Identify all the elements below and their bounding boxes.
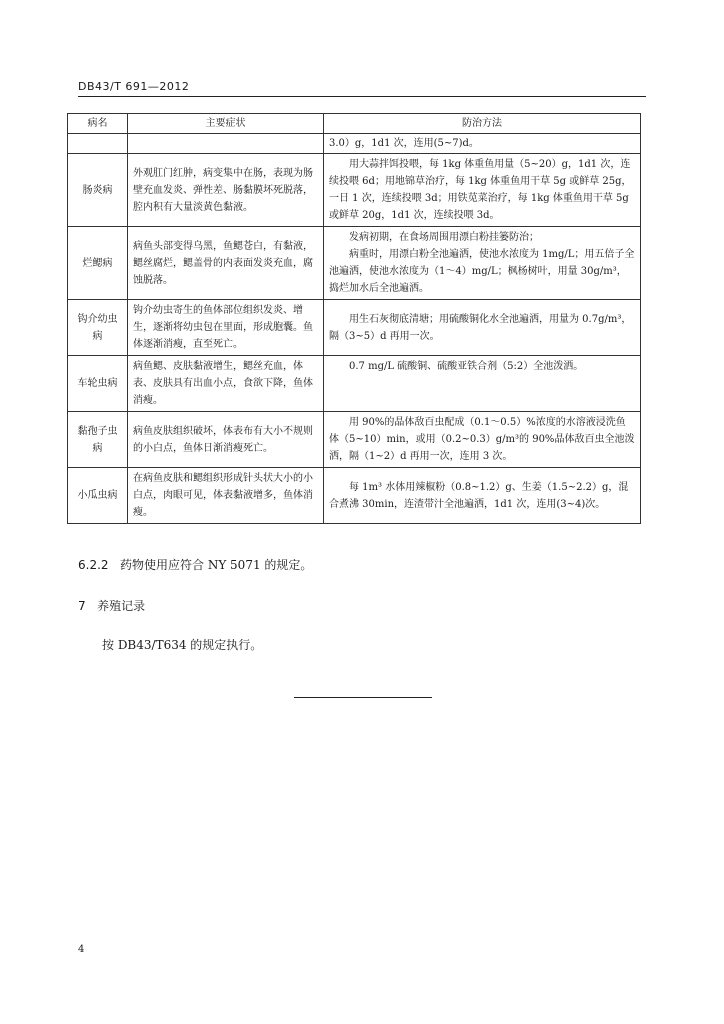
table-row xyxy=(68,154,641,227)
cell-symptoms: 在病鱼皮肤和鳃组织形成针头状大小的小白点，肉眼可见，体表黏液增多，鱼体消瘦。 xyxy=(128,468,324,524)
cell-name: 黏孢子虫病 xyxy=(68,412,128,468)
cell-treatment xyxy=(324,356,641,412)
cell-name: 肠炎病 xyxy=(68,154,128,227)
end-rule xyxy=(294,697,432,698)
treatment-paragraph: 病重时，用漂白粉全池遍洒，使池水浓度为 1mg/L；用五倍子全池遍洒，使池水浓度为（1～4）mg/L；枫杨树叶，用量 30g/m³，捣烂加水后全池遍洒。 xyxy=(329,249,635,294)
cell-treatment xyxy=(324,154,641,227)
page-number: 4 xyxy=(78,944,85,955)
treatment-paragraph: 每 1m³ 水体用辣椒粉（0.8~1.2）g、生姜（1.5~2.2）g，混合煮沸 30min，连渣带汁全池遍洒，1d1 次，连用(3~4)次。 xyxy=(329,481,629,510)
section-6-2-2 xyxy=(78,556,312,573)
cell-name: 烂鳃病 xyxy=(68,227,128,300)
cell-symptoms: 外观肛门红肿，病变集中在肠，表现为肠壁充血发炎、弹性差、肠黏膜坏死脱落，腔内积有大量淡黄色黏液。 xyxy=(128,154,324,227)
table-row xyxy=(68,227,641,300)
section-number: 6.2.2 xyxy=(78,558,109,572)
cell-treatment: 3.0）g，1d1 次，连用(5~7)d。 xyxy=(324,134,641,154)
disease-table xyxy=(67,113,641,524)
table-row xyxy=(68,356,641,412)
section-number: 7 xyxy=(78,599,86,613)
cell-name xyxy=(68,134,128,154)
table-row xyxy=(68,300,641,356)
cell-symptoms: 钩介幼虫寄生的鱼体部位组织发炎、增生，逐渐将幼虫包在里面，形成胞囊。鱼体逐渐消瘦，直至死亡。 xyxy=(128,300,324,356)
section-7-body: 按 DB43/T634 的规定执行。 xyxy=(102,638,263,652)
cell-treatment xyxy=(324,412,641,468)
treatment-paragraph: 0.7 mg/L 硫酸铜、硫酸亚铁合剂（5:2）全池泼洒。 xyxy=(349,361,584,372)
column-header-treatment: 防治方法 xyxy=(324,114,641,134)
cell-treatment xyxy=(324,300,641,356)
column-header-symptoms: 主要症状 xyxy=(128,114,324,134)
section-7-heading xyxy=(78,597,145,614)
table-row xyxy=(68,412,641,468)
cell-symptoms: 病鱼皮肤组织破坏，体表布有大小不规则的小白点，鱼体日渐消瘦死亡。 xyxy=(128,412,324,468)
treatment-paragraph: 用 90%的晶体敌百虫配成（0.1～0.5）%浓度的水溶液浸洗鱼体（5~10）min，或用（0.2~0.3）g/m³的 90%晶体敌百虫全池泼洒，隔（1~2）d 再用一次，连用 3 次。 xyxy=(329,417,635,462)
cell-name: 车轮虫病 xyxy=(68,356,128,412)
treatment-paragraph: 发病初期，在食场周围用漂白粉挂篓防治； xyxy=(349,232,539,243)
table-row-continuation xyxy=(68,134,641,154)
header-code: DB43/T 691—2012 xyxy=(78,80,190,93)
cell-symptoms: 病鱼鳃、皮肤黏液增生，鳃丝充血，体表、皮肤具有出血小点，食欲下降，鱼体消瘦。 xyxy=(128,356,324,412)
cell-treatment xyxy=(324,227,641,300)
cell-symptoms xyxy=(128,134,324,154)
treatment-paragraph: 用生石灰彻底清塘；用硫酸铜化水全池遍洒，用量为 0.7g/m³，隔（3~5）d 再用一次。 xyxy=(329,313,632,342)
cell-name: 钩介幼虫病 xyxy=(68,300,128,356)
cell-treatment xyxy=(324,468,641,524)
cell-name: 小瓜虫病 xyxy=(68,468,128,524)
column-header-name: 病名 xyxy=(68,114,128,134)
treatment-paragraph: 用大蒜拌饵投喂，每 1kg 体重鱼用量（5~20）g，1d1 次，连续投喂 6d；用地锦草治疗，每 1kg 体重鱼用干草 5g 或鲜草 25g，一日 1 次，连续投喂 3d；用铁苋菜治疗，每 1kg 体重鱼用干草 5g 或鲜草 20g，1d1 次，连续投喂 3d。 xyxy=(329,159,632,221)
section-text: 药物使用应符合 NY 5071 的规定。 xyxy=(120,558,313,572)
header-rule xyxy=(78,96,646,97)
cell-symptoms: 病鱼头部变得乌黑，鱼鳃苍白，有黏液，鳃丝腐烂，鳃盖骨的内表面发炎充血，腐蚀脱落。 xyxy=(128,227,324,300)
section-title: 养殖记录 xyxy=(97,599,146,613)
table-row xyxy=(68,468,641,524)
table-header-row xyxy=(68,114,641,134)
